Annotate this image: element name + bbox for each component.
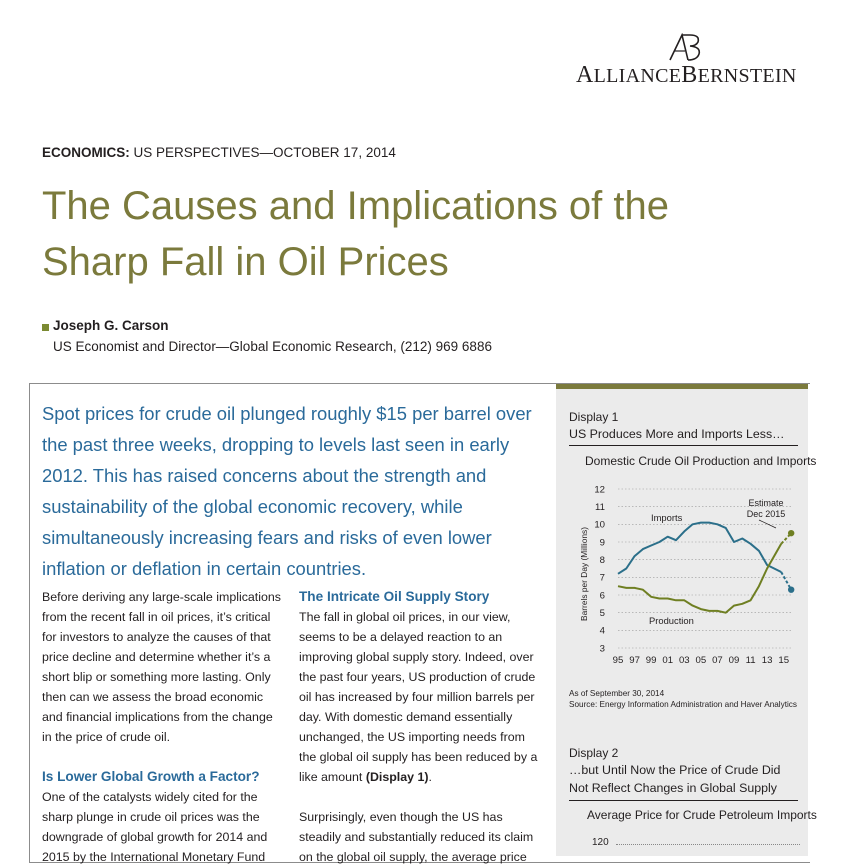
x-tick-label: 07: [712, 655, 723, 666]
x-tick-label: 11: [745, 655, 756, 666]
title-line-1: The Causes and Implications of the: [42, 184, 670, 228]
series-line: [42, 145, 396, 160]
series-label: ECONOMICS:: [42, 145, 130, 160]
display2-title-line-1: …but Until Now the Price of Crude Did: [569, 763, 781, 777]
display1-title: US Produces More and Imports Less…: [569, 427, 785, 441]
y-tick-label: 10: [594, 519, 605, 531]
author-role: US Economist and Director—Global Economic Research, (212) 969 6886: [53, 339, 492, 354]
x-tick-label: 15: [778, 655, 790, 666]
y-tick-label: 12: [594, 484, 605, 496]
display1-rule: [569, 445, 798, 446]
x-tick-label: 97: [629, 655, 640, 666]
display-reference: (Display 1): [365, 770, 429, 784]
body-paragraph: Before deriving any large-scale implications from the recent fall in oil prices, it’s critical for investors to analyze the causes of that price decline and determine whether it’s a short blip or something more lasting. Only then can we assess the broad economic and financial implications from the change in the price of crude oil.: [42, 590, 281, 744]
body-column-1: [42, 587, 282, 867]
sidebar-top-rule: [556, 384, 808, 389]
imports-estimate-point: [788, 587, 794, 593]
display1-source-note: Source: Energy Information Administration and Haver Analytics: [569, 700, 797, 709]
y-tick-label: 7: [599, 572, 605, 584]
estimate-leader-line: [759, 520, 776, 528]
display1-label: Display 1: [569, 410, 619, 424]
page-title: [42, 178, 669, 290]
x-tick-label: 05: [695, 655, 707, 666]
production-estimate-point: [788, 530, 794, 536]
section-heading-global-growth: Is Lower Global Growth a Factor?: [42, 769, 260, 784]
title-line-2: Sharp Fall in Oil Prices: [42, 240, 449, 284]
imports-label: Imports: [651, 512, 683, 523]
imports-line: [618, 523, 781, 574]
production-imports-chart: [556, 470, 808, 675]
body-column-2: [299, 587, 539, 867]
y-axis-label: Barrels per Day (Millions): [579, 526, 589, 622]
body-paragraph: The fall in global oil prices, in our view, seems to be a delayed reaction to an improving global supply story. Indeed, over the past four years, US production of crude oil has increased by four million barrels per day. With domestic demand essentially unchanged, the US importing needs from the global oil supply has been reduced by a like amount (Display 1).: [299, 610, 538, 784]
display2-rule: [569, 800, 798, 801]
production-label: Production: [649, 615, 694, 626]
y-tick-label: 5: [599, 608, 605, 620]
display2-gridline: [616, 844, 800, 845]
author-name: Joseph G. Carson: [53, 318, 169, 333]
x-tick-label: 01: [662, 655, 674, 666]
y-tick-label: 8: [599, 555, 605, 567]
alliancebernstein-logo-mark: [668, 33, 704, 61]
display1-chart-title: Domestic Crude Oil Production and Imports: [585, 454, 817, 468]
y-tick-label: 11: [595, 502, 605, 514]
y-tick-label: 6: [599, 590, 605, 602]
x-tick-label: 99: [645, 655, 657, 666]
x-tick-label: 13: [761, 655, 773, 666]
y-tick-label: 4: [599, 625, 605, 637]
estimate-date-label: Dec 2015: [746, 509, 786, 519]
display2-chart-title: Average Price for Crude Petroleum Imports: [587, 808, 817, 822]
body-paragraph: One of the catalysts widely cited for the sharp plunge in crude oil prices was the downgrade of global growth for 2014 and 2015 by the International Monetary Fund: [42, 790, 268, 864]
production-line: [618, 544, 781, 613]
company-logo: ALLIANCEBERNSTEIN: [576, 62, 797, 88]
x-tick-label: 09: [728, 655, 740, 666]
author-bullet: [42, 324, 49, 331]
display1-asof-note: As of September 30, 2014: [569, 689, 665, 698]
estimate-label: Estimate: [748, 498, 784, 508]
y-tick-label: 9: [599, 537, 605, 549]
x-tick-label: 95: [612, 655, 624, 666]
series-date: US PERSPECTIVES—OCTOBER 17, 2014: [129, 145, 396, 160]
display2-label: Display 2: [569, 746, 619, 760]
display2-ytick: 120: [592, 837, 609, 848]
intro-paragraph: Spot prices for crude oil plunged roughly $15 per barrel over the past three weeks, dropping to levels last seen in early 2012. This has raised concerns about the strength and sustainability of the global economic recovery, while simultaneously increasing fears and risks of even lower inflation or deflation in certain countries.: [42, 403, 532, 579]
body-paragraph: Surprisingly, even though the US has steadily and substantially reduced its claim on the global oil supply, the average price: [299, 810, 534, 864]
display2-title-line-2: Not Reflect Changes in Global Supply: [569, 781, 778, 795]
x-tick-label: 03: [678, 655, 690, 666]
section-heading-oil-supply: The Intricate Oil Supply Story: [299, 589, 490, 604]
y-tick-label: 3: [599, 643, 605, 655]
